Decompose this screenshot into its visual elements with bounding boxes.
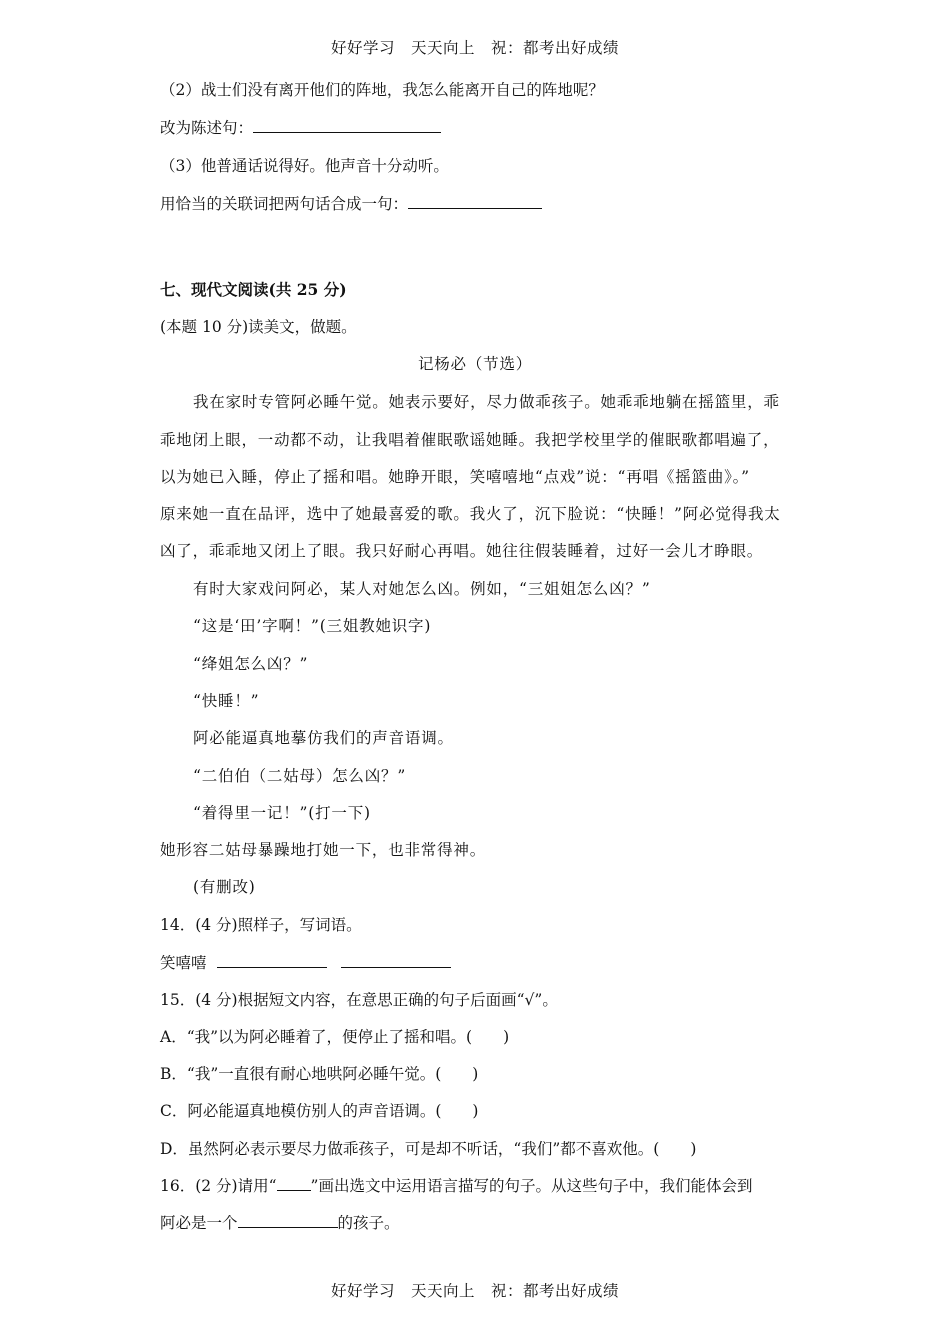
passage-paragraph: “快睡！”: [193, 692, 260, 710]
section-intro: (本题 10 分)读美文，做题。: [160, 318, 357, 336]
answer-blank: [341, 953, 451, 968]
passage-paragraph: “这是‘田’字啊！”(三姐教她识字): [193, 617, 432, 635]
option-item: B．“我”一直很有耐心地哄阿必睡午觉。( ): [160, 1065, 479, 1083]
question-stem: 15．(4 分)根据短文内容，在意思正确的句子后面画“√”。: [160, 991, 558, 1009]
page-header: 好好学习 天天向上 祝：都考出好成绩: [330, 39, 619, 57]
stem-part: ”画出选文中运用语言描写的句子。从这些句子中，我们能体会到: [310, 1177, 753, 1195]
question-instruction: [160, 118, 441, 138]
question-stem: [160, 1176, 752, 1196]
passage-paragraph: 有时大家戏问阿必，某人对她怎么凶。例如，“三姐姐怎么凶？”: [193, 580, 651, 598]
passage-paragraph: “绛姐怎么凶？”: [193, 655, 309, 673]
page-footer: 好好学习 天天向上 祝：都考出好成绩: [330, 1282, 619, 1300]
option-item: A．“我”以为阿必睡着了，便停止了摇和唱。( ): [160, 1028, 510, 1046]
option-item: D．虽然阿必表示要尽力做乖孩子，可是却不听话，“我们”都不喜欢他。( ): [160, 1140, 697, 1158]
question-instruction: [160, 194, 542, 214]
passage-line: 以为她已入睡，停止了摇和唱。她睁开眼，笑嘻嘻地“点戏”说：“再唱《摇篮曲》。”: [160, 468, 750, 486]
section-heading: 七、现代文阅读(共 25 分): [160, 280, 347, 299]
question-stem: 14．(4 分)照样子，写词语。: [160, 916, 362, 934]
underline-sample: [277, 1176, 311, 1191]
passage-paragraph: 阿必能逼真地摹仿我们的声音语调。: [193, 729, 454, 747]
passage-line: 我在家时专管阿必睡午觉。她表示要好，尽力做乖孩子。她乖乖地躺在摇篮里，乖: [193, 393, 780, 411]
instruction-label: 用恰当的关联词把两句话合成一句：: [160, 195, 409, 213]
stem-part: 阿必是一个: [160, 1214, 238, 1232]
question-item: （3）他普通话说得好。他声音十分动听。: [160, 157, 449, 175]
question-example: [160, 953, 451, 973]
question-stem: [160, 1213, 400, 1233]
answer-blank: [217, 953, 327, 968]
passage-note: (有删改): [193, 878, 256, 896]
stem-part: 16．(2 分)请用“: [160, 1177, 277, 1195]
option-item: C．阿必能逼真地模仿别人的声音语调。( ): [160, 1102, 479, 1120]
passage-line: 乖地闭上眼，一动都不动，让我唱着催眠歌谣她睡。我把学校里学的催眠歌都唱遍了，: [160, 431, 780, 449]
passage-paragraph: 她形容二姑母暴躁地打她一下，也非常得神。: [160, 841, 487, 859]
passage-paragraph: “二伯伯（二姑母）怎么凶？”: [193, 767, 407, 785]
answer-blank: [253, 118, 441, 133]
passage-line: 凶了，乖乖地又闭上了眼。我只好耐心再唱。她往往假装睡着，过好一会儿才睁眼。: [160, 542, 764, 560]
answer-blank: [238, 1213, 338, 1228]
answer-blank: [408, 194, 542, 209]
passage-paragraph: “着得里一记！”(打一下): [193, 804, 371, 822]
instruction-label: 改为陈述句：: [160, 119, 254, 137]
passage-title: 记杨必（节选）: [417, 355, 533, 373]
passage-line: 原来她一直在品评，选中了她最喜爱的歌。我火了，沉下脸说：“快睡！”阿必觉得我太: [160, 505, 781, 523]
question-item: （2）战士们没有离开他们的阵地，我怎么能离开自己的阵地呢？: [160, 81, 604, 99]
stem-part: 的孩子。: [337, 1214, 400, 1232]
example-word: 笑嘻嘻: [160, 954, 207, 972]
